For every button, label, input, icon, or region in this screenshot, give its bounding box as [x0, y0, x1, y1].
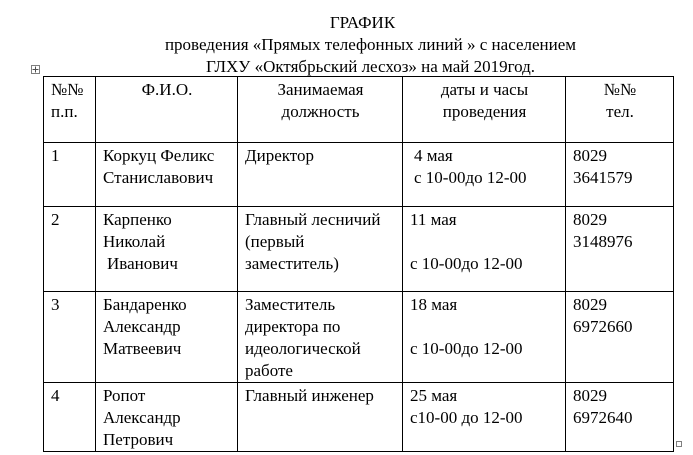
row-phone — [566, 292, 674, 383]
name-line: Николай — [103, 232, 166, 251]
date-value: 11 мая — [410, 210, 457, 229]
row-number-value: 3 — [51, 295, 60, 314]
date-value: 4 мая — [414, 146, 453, 165]
position-line: Главный инженер — [245, 386, 374, 405]
name-line: Ропот — [103, 386, 146, 405]
time-value: с 10-00до 12-00 — [410, 339, 523, 358]
phone-line: 3641579 — [573, 168, 633, 187]
header-datetime — [403, 77, 566, 143]
phone-line: 6972660 — [573, 317, 633, 336]
row-number — [44, 383, 96, 452]
header-name-line: Ф.И.О. — [141, 80, 193, 99]
row-position — [238, 292, 403, 383]
position-line: Заместитель — [245, 295, 336, 314]
position-line: Главный лесничий — [245, 210, 381, 229]
header-position-line: должность — [281, 102, 360, 121]
title-organization: ГЛХУ «Октябрьский лесхоз» на май 2019год. — [205, 57, 536, 76]
table-row — [44, 292, 674, 383]
spacer — [410, 231, 559, 253]
position-line: директора по — [245, 317, 341, 336]
row-position — [238, 143, 403, 207]
header-number — [44, 77, 96, 143]
row-number-value: 4 — [51, 386, 60, 405]
header-datetime-line: проведения — [442, 102, 527, 121]
name-line: Станиславович — [103, 168, 214, 187]
time-value: с 10-00до 12-00 — [414, 168, 527, 187]
header-datetime-line: даты и часы — [440, 80, 529, 99]
header-position-line: Занимаемая — [277, 80, 364, 99]
time-value: с10-00 до 12-00 — [410, 408, 523, 427]
row-name — [96, 383, 238, 452]
row-name — [96, 143, 238, 207]
title-heading: ГРАФИК — [329, 13, 396, 32]
row-name — [96, 207, 238, 292]
phone-line: 8029 — [573, 210, 607, 229]
schedule-table — [43, 76, 674, 452]
header-name — [96, 77, 238, 143]
header-position — [238, 77, 403, 143]
header-number-line: п.п. — [51, 102, 78, 121]
position-line: (первый — [245, 232, 305, 251]
name-line: Матвеевич — [103, 339, 182, 358]
row-phone — [566, 143, 674, 207]
row-position — [238, 383, 403, 452]
position-line: заместитель) — [245, 254, 339, 273]
table-row — [44, 143, 674, 207]
row-phone — [566, 207, 674, 292]
row-name — [96, 292, 238, 383]
row-phone — [566, 383, 674, 452]
phone-line: 3148976 — [573, 232, 633, 251]
row-number — [44, 143, 96, 207]
name-line: Александр — [103, 408, 181, 427]
time-value: с 10-00до 12-00 — [410, 254, 523, 273]
date-value: 18 мая — [410, 295, 458, 314]
header-phone-line: тел. — [606, 102, 634, 121]
position-line: работе — [245, 361, 293, 380]
table-move-handle-icon[interactable] — [31, 65, 40, 74]
name-line: Карпенко — [103, 210, 172, 229]
phone-line: 6972640 — [573, 408, 633, 427]
row-number-value: 2 — [51, 210, 60, 229]
header-phone — [566, 77, 674, 143]
table-row — [44, 207, 674, 292]
header-number-line: №№ — [51, 80, 84, 99]
title-subtitle: проведения «Прямых телефонных линий » с населением — [164, 35, 577, 54]
name-line: Александр — [103, 317, 181, 336]
position-line: Директор — [245, 146, 314, 165]
row-position — [238, 207, 403, 292]
name-line: Петрович — [103, 430, 174, 449]
row-datetime — [403, 383, 566, 452]
row-datetime — [403, 292, 566, 383]
name-line: Бандаренко — [103, 295, 187, 314]
row-number-value: 1 — [51, 146, 60, 165]
row-number — [44, 207, 96, 292]
row-datetime — [403, 143, 566, 207]
name-line: Коркуц Феликс — [103, 146, 215, 165]
table-resize-handle-icon[interactable] — [676, 441, 682, 447]
phone-line: 8029 — [573, 295, 607, 314]
table-row — [44, 383, 674, 452]
phone-line: 8029 — [573, 146, 607, 165]
row-number — [44, 292, 96, 383]
header-phone-line: №№ — [603, 80, 637, 99]
spacer — [410, 316, 559, 338]
date-value: 25 мая — [410, 386, 458, 405]
row-datetime — [403, 207, 566, 292]
document-title — [0, 12, 693, 78]
phone-line: 8029 — [573, 386, 607, 405]
name-line: Иванович — [107, 254, 178, 273]
position-line: идеологической — [245, 339, 361, 358]
table-header-row — [44, 77, 674, 143]
